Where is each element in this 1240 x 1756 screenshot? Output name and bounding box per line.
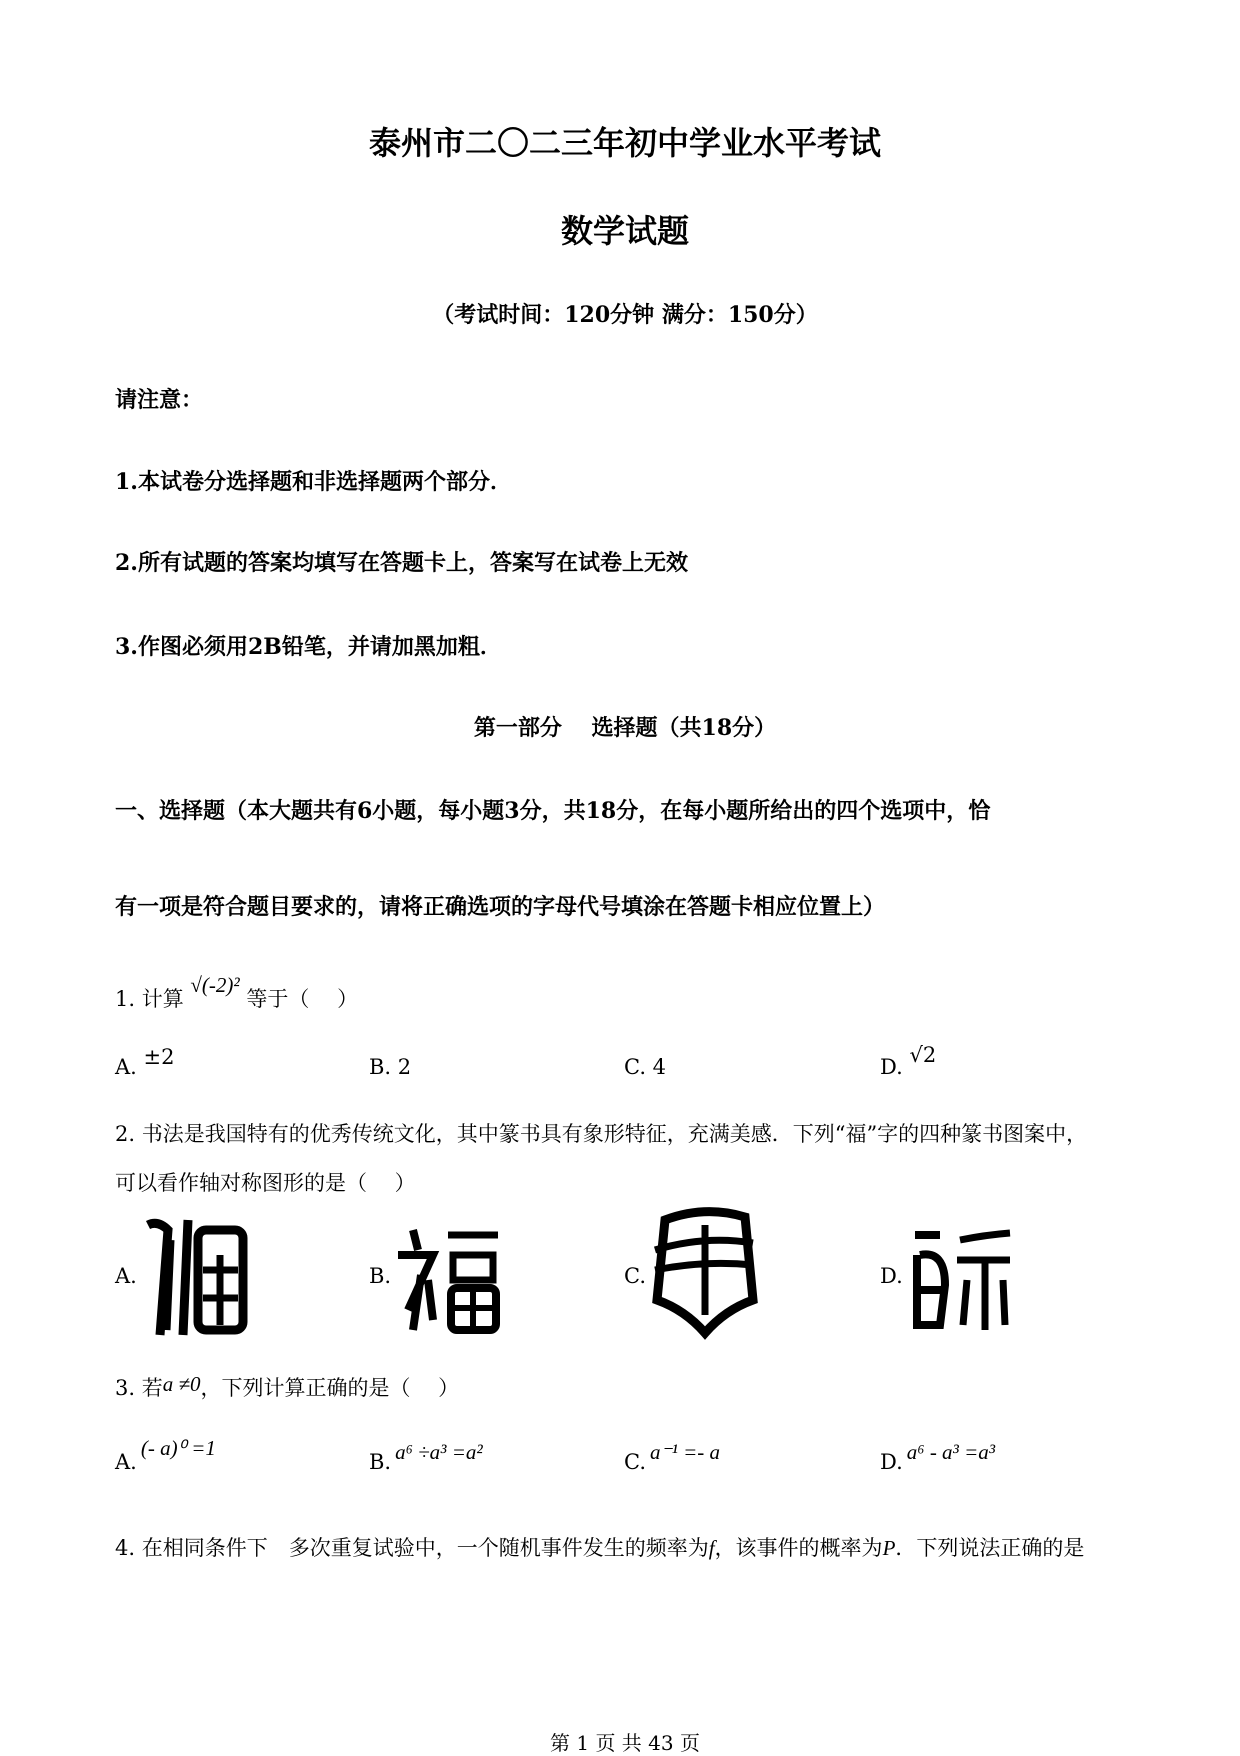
q1-option-a: A. ±2 xyxy=(115,1045,175,1079)
var-f: f xyxy=(708,1536,715,1560)
section-instruction: 一、选择题（本大题共有6小题，每小题3分，共18分，在每小题所给出的四个选项中，恰 xyxy=(115,798,991,824)
section-instruction: 有一项是符合题目要求的，请将正确选项的字母代号填涂在答题卡相应位置上） xyxy=(115,894,886,920)
question-2-line1: 2. 书法是我国特有的优秀传统文化，其中篆书具有象形特征，充满美感．下列“福”字的四种篆书图案中， xyxy=(115,1122,1088,1146)
notice-item: 1.本试卷分选择题和非选择题两个部分． xyxy=(115,469,512,495)
question-1 xyxy=(115,973,359,1013)
q2-option-d-label: D. xyxy=(880,1264,903,1288)
notice-item: 2.所有试题的答案均填写在答题卡上，答案写在试卷上无效 xyxy=(115,550,688,576)
exam-info: （考试时间：120分钟 满分：150分） xyxy=(432,302,818,328)
notice-heading: 请注意： xyxy=(115,387,204,413)
fu-seal-glyph-d xyxy=(905,1225,1020,1335)
exam-title: 泰州市二〇二三年初中学业水平考试 xyxy=(368,124,881,162)
fu-seal-glyph-a xyxy=(138,1210,253,1340)
var-p: P xyxy=(882,1536,896,1560)
q2-option-a-label: A. xyxy=(115,1264,137,1288)
fu-seal-glyph-c xyxy=(645,1205,765,1340)
part1-heading: 第一部分 选择题（共18分） xyxy=(473,715,777,741)
q3-option-b: B. a⁶ ÷a³ =a² xyxy=(369,1440,483,1474)
q3-formula: a ≠0 xyxy=(162,1372,201,1396)
question-2-line2: 可以看作轴对称图形的是（ ） xyxy=(115,1171,416,1195)
q1-formula: √(-2)² xyxy=(190,973,240,997)
subject-title: 数学试题 xyxy=(560,212,689,250)
question-3 xyxy=(115,1372,459,1402)
q3-prefix: 3. 若 xyxy=(115,1376,163,1400)
q1-prefix: 1. 计算 xyxy=(115,987,184,1011)
q3-option-a: A.(- a)⁰ =1 xyxy=(115,1436,216,1474)
page-footer: 第 1 页 共 43 页 xyxy=(550,1731,700,1755)
q2-option-b-label: B. xyxy=(369,1264,392,1288)
q3-option-c: C. a⁻¹ =- a xyxy=(624,1440,721,1474)
q1-option-d: D. √2 xyxy=(880,1043,937,1079)
q1-suffix: 等于（ ） xyxy=(246,987,359,1011)
fu-seal-glyph-b xyxy=(393,1220,508,1335)
question-4: 4. 在相同条件下 多次重复试验中，一个随机事件发生的频率为f，该事件的概率为P．下列说法正确的是 xyxy=(115,1536,1085,1560)
notice-item: 3.作图必须用2B铅笔，并请加黑加粗． xyxy=(115,634,502,660)
q3-suffix: ，下列计算正确的是（ ） xyxy=(200,1376,460,1400)
q2-option-c-label: C. xyxy=(624,1264,646,1288)
q3-option-d: D. a⁶ - a³ =a³ xyxy=(880,1440,996,1474)
q1-option-c: C. 4 xyxy=(624,1055,667,1079)
q1-option-b: B. 2 xyxy=(369,1055,412,1079)
